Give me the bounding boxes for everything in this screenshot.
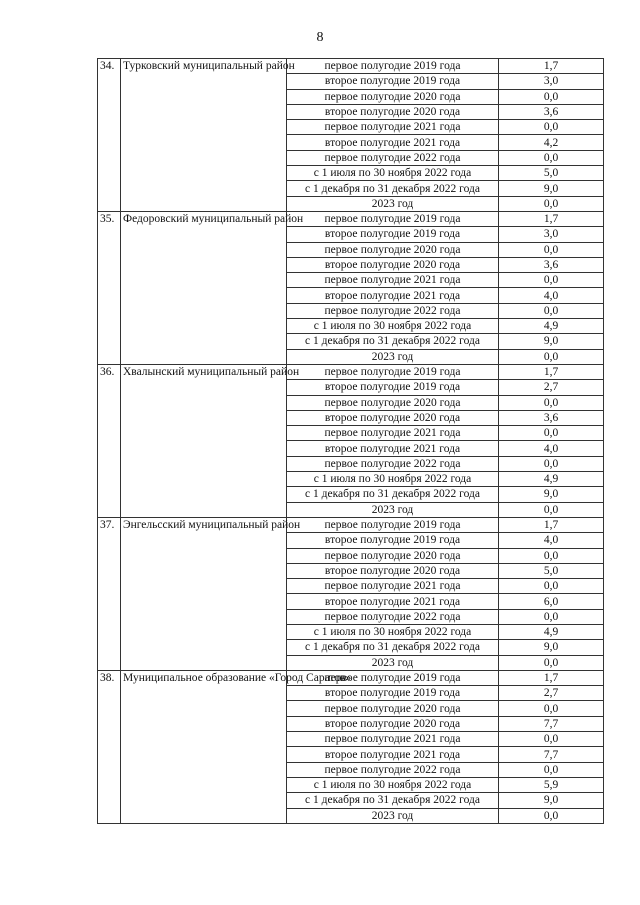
value-cell: 3,0 bbox=[499, 74, 604, 89]
period-cell: 2023 год bbox=[287, 655, 499, 670]
table-row bbox=[98, 364, 604, 379]
value-cell: 5,0 bbox=[499, 563, 604, 578]
value-cell: 9,0 bbox=[499, 181, 604, 196]
period-cell: с 1 декабря по 31 декабря 2022 года bbox=[287, 334, 499, 349]
value-cell: 1,7 bbox=[499, 59, 604, 74]
value-cell: 0,0 bbox=[499, 150, 604, 165]
value-cell: 4,0 bbox=[499, 288, 604, 303]
value-cell: 0,0 bbox=[499, 242, 604, 257]
period-cell: первое полугодие 2019 года bbox=[287, 364, 499, 379]
value-cell: 0,0 bbox=[499, 273, 604, 288]
period-cell: второе полугодие 2019 года bbox=[287, 380, 499, 395]
table-row bbox=[98, 59, 604, 74]
value-cell: 9,0 bbox=[499, 487, 604, 502]
value-cell: 7,7 bbox=[499, 747, 604, 762]
period-cell: первое полугодие 2021 года bbox=[287, 273, 499, 288]
municipality-name: Хвалынский муниципальный район bbox=[121, 364, 287, 517]
period-cell: второе полугодие 2020 года bbox=[287, 716, 499, 731]
value-cell: 2,7 bbox=[499, 380, 604, 395]
period-cell: второе полугодие 2021 года bbox=[287, 747, 499, 762]
value-cell: 4,9 bbox=[499, 624, 604, 639]
period-cell: первое полугодие 2019 года bbox=[287, 211, 499, 226]
period-cell: с 1 декабря по 31 декабря 2022 года bbox=[287, 487, 499, 502]
value-cell: 9,0 bbox=[499, 793, 604, 808]
value-cell: 2,7 bbox=[499, 686, 604, 701]
period-cell: второе полугодие 2020 года bbox=[287, 563, 499, 578]
period-cell: второе полугодие 2019 года bbox=[287, 533, 499, 548]
municipality-name: Турковский муниципальный район bbox=[121, 59, 287, 212]
value-cell: 0,0 bbox=[499, 502, 604, 517]
period-cell: второе полугодие 2019 года bbox=[287, 686, 499, 701]
period-cell: с 1 июля по 30 ноября 2022 года bbox=[287, 624, 499, 639]
period-cell: второе полугодие 2019 года bbox=[287, 74, 499, 89]
value-cell: 0,0 bbox=[499, 349, 604, 364]
period-cell: первое полугодие 2020 года bbox=[287, 89, 499, 104]
page-number: 8 bbox=[316, 30, 324, 45]
period-cell: 2023 год bbox=[287, 196, 499, 211]
municipality-name: Федоровский муниципальный район bbox=[121, 211, 287, 364]
period-cell: первое полугодие 2020 года bbox=[287, 395, 499, 410]
value-cell: 1,7 bbox=[499, 670, 604, 685]
value-cell: 1,7 bbox=[499, 211, 604, 226]
period-cell: первое полугодие 2019 года bbox=[287, 670, 499, 685]
value-cell: 0,0 bbox=[499, 303, 604, 318]
table-row bbox=[98, 211, 604, 226]
period-cell: первое полугодие 2019 года bbox=[287, 517, 499, 532]
value-cell: 4,2 bbox=[499, 135, 604, 150]
value-cell: 4,0 bbox=[499, 533, 604, 548]
period-cell: первое полугодие 2021 года bbox=[287, 426, 499, 441]
period-cell: первое полугодие 2022 года bbox=[287, 150, 499, 165]
row-number: 35. bbox=[98, 211, 121, 364]
period-cell: с 1 июля по 30 ноября 2022 года bbox=[287, 472, 499, 487]
period-cell: с 1 декабря по 31 декабря 2022 года bbox=[287, 640, 499, 655]
value-cell: 0,0 bbox=[499, 762, 604, 777]
value-cell: 0,0 bbox=[499, 89, 604, 104]
value-cell: 4,9 bbox=[499, 472, 604, 487]
value-cell: 1,7 bbox=[499, 517, 604, 532]
value-cell: 9,0 bbox=[499, 334, 604, 349]
value-cell: 0,0 bbox=[499, 120, 604, 135]
row-number: 34. bbox=[98, 59, 121, 212]
value-cell: 3,6 bbox=[499, 257, 604, 272]
value-cell: 0,0 bbox=[499, 655, 604, 670]
period-cell: с 1 июля по 30 ноября 2022 года bbox=[287, 166, 499, 181]
row-number: 37. bbox=[98, 517, 121, 670]
period-cell: первое полугодие 2021 года bbox=[287, 579, 499, 594]
period-cell: первое полугодие 2020 года bbox=[287, 242, 499, 257]
value-cell: 3,6 bbox=[499, 104, 604, 119]
value-cell: 9,0 bbox=[499, 640, 604, 655]
value-cell: 0,0 bbox=[499, 808, 604, 823]
value-cell: 4,9 bbox=[499, 319, 604, 334]
value-cell: 4,0 bbox=[499, 441, 604, 456]
period-cell: 2023 год bbox=[287, 502, 499, 517]
value-cell: 1,7 bbox=[499, 364, 604, 379]
value-cell: 7,7 bbox=[499, 716, 604, 731]
value-cell: 0,0 bbox=[499, 701, 604, 716]
period-cell: с 1 июля по 30 ноября 2022 года bbox=[287, 777, 499, 792]
value-cell: 5,9 bbox=[499, 777, 604, 792]
table-body bbox=[98, 59, 604, 824]
value-cell: 3,6 bbox=[499, 410, 604, 425]
value-cell: 0,0 bbox=[499, 579, 604, 594]
table-row bbox=[98, 517, 604, 532]
municipality-name: Муниципальное образование «Город Саратов» bbox=[121, 670, 287, 823]
value-cell: 0,0 bbox=[499, 196, 604, 211]
period-cell: с 1 июля по 30 ноября 2022 года bbox=[287, 319, 499, 334]
value-cell: 3,0 bbox=[499, 227, 604, 242]
value-cell: 0,0 bbox=[499, 456, 604, 471]
period-cell: первое полугодие 2020 года bbox=[287, 701, 499, 716]
value-cell: 0,0 bbox=[499, 732, 604, 747]
value-cell: 0,0 bbox=[499, 609, 604, 624]
period-cell: второе полугодие 2021 года bbox=[287, 288, 499, 303]
municipality-name: Энгельсский муниципальный район bbox=[121, 517, 287, 670]
period-cell: первое полугодие 2020 года bbox=[287, 548, 499, 563]
period-cell: первое полугодие 2021 года bbox=[287, 732, 499, 747]
period-cell: второе полугодие 2021 года bbox=[287, 594, 499, 609]
period-cell: первое полугодие 2022 года bbox=[287, 609, 499, 624]
value-cell: 0,0 bbox=[499, 395, 604, 410]
period-cell: первое полугодие 2021 года bbox=[287, 120, 499, 135]
value-cell: 0,0 bbox=[499, 548, 604, 563]
table-row bbox=[98, 670, 604, 685]
period-cell: второе полугодие 2019 года bbox=[287, 227, 499, 242]
period-cell: 2023 год bbox=[287, 349, 499, 364]
period-cell: первое полугодие 2022 года bbox=[287, 762, 499, 777]
period-cell: первое полугодие 2022 года bbox=[287, 456, 499, 471]
row-number: 38. bbox=[98, 670, 121, 823]
row-number: 36. bbox=[98, 364, 121, 517]
period-cell: второе полугодие 2020 года bbox=[287, 410, 499, 425]
value-cell: 5,0 bbox=[499, 166, 604, 181]
period-cell: второе полугодие 2021 года bbox=[287, 441, 499, 456]
period-cell: 2023 год bbox=[287, 808, 499, 823]
value-cell: 6,0 bbox=[499, 594, 604, 609]
period-cell: второе полугодие 2020 года bbox=[287, 257, 499, 272]
period-cell: с 1 декабря по 31 декабря 2022 года bbox=[287, 181, 499, 196]
value-cell: 0,0 bbox=[499, 426, 604, 441]
period-cell: второе полугодие 2020 года bbox=[287, 104, 499, 119]
period-cell: первое полугодие 2022 года bbox=[287, 303, 499, 318]
period-cell: с 1 декабря по 31 декабря 2022 года bbox=[287, 793, 499, 808]
period-cell: первое полугодие 2019 года bbox=[287, 59, 499, 74]
period-cell: второе полугодие 2021 года bbox=[287, 135, 499, 150]
tariff-table bbox=[97, 58, 604, 824]
